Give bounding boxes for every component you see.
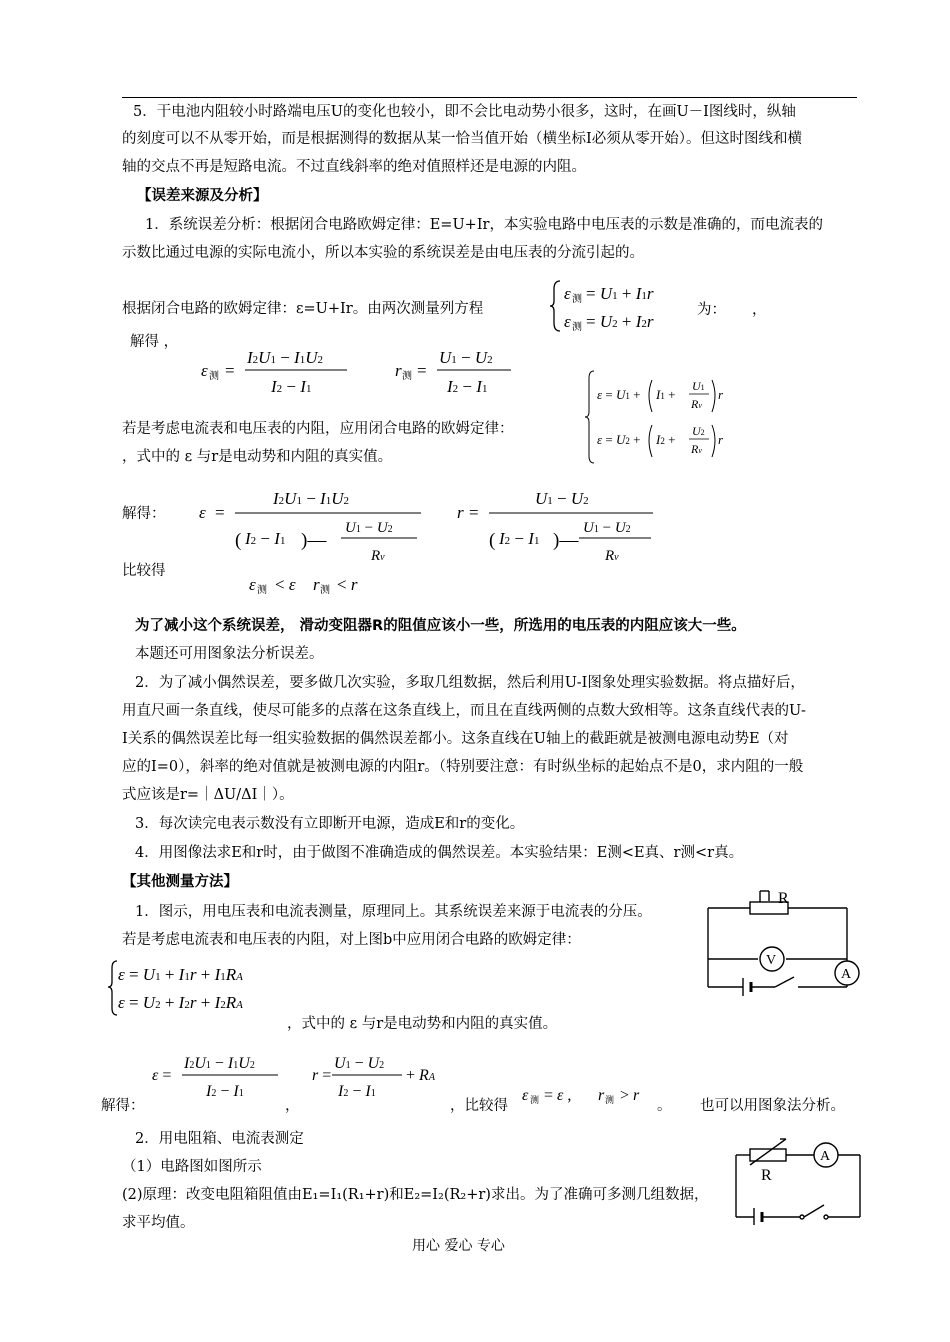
- svg-text:I2 − I1: I2 − I1: [338, 1083, 376, 1100]
- o2-2-line-2: 求平均值。: [122, 1215, 195, 1231]
- circuit1-r-label: R: [778, 890, 789, 907]
- svg-text:I2 − I1: I2 − I1: [447, 377, 488, 396]
- svg-text:I2 +: I2 +: [656, 432, 676, 447]
- svg-text:U1: U1: [692, 379, 705, 393]
- svg-text:测: 测: [209, 371, 219, 382]
- p-eq-comma: ，: [752, 302, 767, 318]
- svg-text:=: =: [225, 361, 235, 380]
- p5-line-1: 5．干电池内阻较小时路端电压U的变化也较小，即不会比电动势小很多，这时，在画U－I图线时，纵轴: [133, 104, 796, 120]
- svg-text:I2 − I1: I2 − I1: [271, 377, 312, 396]
- svg-text:< r: < r: [337, 575, 358, 594]
- equation-system-ammeter: [108, 958, 293, 1020]
- svg-text:Rv: Rv: [691, 442, 702, 456]
- svg-text:ε: ε: [564, 312, 571, 331]
- solution-measured: [195, 338, 525, 400]
- o1-line-2: 若是考虑电流表和电压表的内阻，对上图b中应用闭合电路的欧姆定律：: [122, 932, 581, 948]
- svg-text:U1 − U2: U1 − U2: [535, 489, 589, 508]
- p-compare: 比较得: [122, 563, 166, 579]
- p5-line-2: 的刻度可以不从零开始，而是根据测得的数据从某一恰当值开始（横坐标I必须从零开始）。但这时图线和横: [122, 131, 802, 147]
- p2-line-4: 应的I=0），斜率的绝对值就是被测电源的内阻r。（特别要注意：有时纵坐标的起始点不是0，求内阻的一般: [122, 759, 804, 775]
- svg-text:r: r: [598, 1087, 605, 1104]
- svg-text:r: r: [313, 575, 320, 594]
- svg-text:=: =: [469, 503, 479, 522]
- o1-true: ，式中的 ε 与r是电动势和内阻的真实值。: [287, 1016, 558, 1032]
- solution-true: [195, 480, 665, 572]
- svg-text:测: 测: [320, 585, 330, 596]
- p2-line-3: I关系的偶然误差比每一组实验数据的偶然误差都小。这条直线在U轴上的截距就是被测电源电动势E（对: [122, 731, 789, 747]
- svg-text:I2U1 − I1U2: I2U1 − I1U2: [184, 1055, 255, 1072]
- svg-text:ε: ε: [564, 284, 571, 303]
- p4: 4．用图像法求E和r时，由于做图不准确造成的偶然误差。本实验结果：E测<E真、r测<r真。: [135, 845, 744, 861]
- circuit2-r-label: R: [761, 1167, 772, 1184]
- svg-text:测: 测: [402, 371, 412, 382]
- svg-text:=: =: [417, 361, 427, 380]
- svg-text:)—: )—: [301, 530, 327, 551]
- svg-text:ε =: ε =: [152, 1067, 172, 1084]
- p-true: ，式中的 ε 与r是电动势和内阻的真实值。: [122, 449, 393, 465]
- svg-text:r: r: [457, 503, 464, 522]
- svg-text:+ RA: + RA: [406, 1067, 435, 1084]
- svg-text:> r: > r: [620, 1087, 640, 1104]
- svg-text:U1 − U2: U1 − U2: [345, 520, 393, 536]
- svg-text:= ε ,: = ε ,: [544, 1087, 572, 1104]
- svg-text:(: (: [235, 530, 242, 551]
- svg-text:I1 +: I1 +: [656, 387, 676, 402]
- svg-text:测: 测: [257, 585, 267, 596]
- circuit2-ammeter-label: A: [820, 1149, 831, 1164]
- p2-line-5: 式应该是r=｜ΔU/ΔI｜）。: [122, 787, 294, 803]
- svg-text:r =: r =: [312, 1067, 332, 1084]
- svg-text:ε = U2 +: ε = U2 +: [597, 432, 641, 447]
- heading-error-analysis: 【误差来源及分析】: [137, 188, 268, 204]
- svg-text:Rv: Rv: [605, 548, 619, 564]
- svg-text:I2U1 − I1U2: I2U1 − I1U2: [247, 348, 323, 367]
- o1-period: 。: [657, 1098, 672, 1114]
- p-sys-line-1: 1．系统误差分析：根据闭合电路欧姆定律：E=U+Ir，本实验电路中电压表的示数是准确的，而电流表的: [145, 217, 823, 233]
- o1-graph: 也可以用图象法分析。: [700, 1098, 845, 1114]
- svg-text:测: 测: [572, 294, 582, 305]
- svg-text:I2 − I1: I2 − I1: [245, 529, 286, 548]
- comparison-ammeter: [518, 1080, 658, 1110]
- o1-jiede: 解得：: [101, 1098, 145, 1114]
- svg-text:)—: )—: [553, 530, 579, 551]
- p-jiede-2: 解得：: [122, 506, 166, 522]
- p-consider: 若是考虑电流表和电压表的内阻，应用闭合电路的欧姆定律：: [122, 421, 514, 437]
- svg-text:U1 − U2: U1 − U2: [439, 348, 493, 367]
- p5-line-3: 轴的交点不再是短路电流。不过直线斜率的绝对值照样还是电源的内阻。: [122, 159, 586, 175]
- svg-text:测: 测: [530, 1095, 540, 1105]
- svg-text:测: 测: [572, 322, 582, 333]
- o2-1: （1）电路图如图所示: [122, 1159, 262, 1175]
- p2-line-2: 用直尺画一条直线，使尽可能多的点落在这条直线上，而且在直线两侧的点数大致相等。这条直线代表的U-: [122, 703, 806, 719]
- o1-comma: ，: [285, 1098, 300, 1114]
- svg-text:r: r: [718, 432, 724, 447]
- equation-system-measured: [550, 277, 690, 335]
- circuit1-voltmeter-label: V: [766, 953, 777, 968]
- svg-text:=: =: [215, 503, 225, 522]
- p-eq-wei: 为：: [697, 302, 726, 318]
- top-rule: [122, 97, 857, 98]
- svg-text:ε = U1 +: ε = U1 +: [597, 387, 641, 402]
- heading-other-methods: 【其他测量方法】: [122, 874, 238, 890]
- svg-text:Rv: Rv: [371, 548, 385, 564]
- svg-text:< ε: < ε: [275, 575, 296, 594]
- svg-text:(: (: [489, 530, 496, 551]
- p-eq-intro: 根据闭合电路的欧姆定律：ε=U+Ir。由两次测量列方程: [122, 301, 484, 317]
- page-footer: 用心 爱心 专心: [412, 1238, 505, 1254]
- svg-text:ε: ε: [199, 503, 206, 522]
- p3: 3．每次读完电表示数没有立即断开电源，造成E和r的变化。: [135, 816, 525, 832]
- svg-text:U1 − U2: U1 − U2: [334, 1055, 385, 1072]
- svg-text:ε: ε: [522, 1087, 529, 1104]
- svg-text:ε = U2 + I2r + I2RA: ε = U2 + I2r + I2RA: [118, 993, 243, 1012]
- svg-text:U2: U2: [692, 424, 705, 438]
- equation-system-true: [585, 368, 730, 466]
- svg-text:ε = U1 + I1r + I1RA: ε = U1 + I1r + I1RA: [118, 965, 243, 984]
- svg-text:I2 − I1: I2 − I1: [206, 1083, 244, 1100]
- p2-line-1: 2．为了减小偶然误差，要多做几次实验，多取几组数据，然后利用U-I图象处理实验数据。将点描好后，: [135, 675, 805, 691]
- svg-text:= U2 + I2r: = U2 + I2r: [586, 312, 654, 331]
- o2: 2．用电阻箱、电流表测定: [135, 1131, 304, 1147]
- comparison-measured: [245, 570, 375, 600]
- p-graph: 本题还可用图象法分析误差。: [135, 646, 324, 662]
- svg-text:测: 测: [605, 1095, 615, 1105]
- svg-text:ε: ε: [201, 361, 208, 380]
- o2-2-line-1: (2)原理：改变电阻箱阻值由E₁=I₁(R₁+r)和E₂=I₂(R₂+r)求出。为了准确可多测几组数据，: [122, 1187, 709, 1203]
- p-sys-line-2: 示数比通过电源的实际电流小，所以本实验的系统误差是由电压表的分流引起的。: [122, 245, 644, 261]
- svg-text:= U1 + I1r: = U1 + I1r: [586, 284, 654, 303]
- bold-conclusion: 为了减小这个系统误差， 滑动变阻器R的阻值应该小一些，所选用的电压表的内阻应该大一些。: [135, 618, 746, 634]
- svg-text:I2U1 − I1U2: I2U1 − I1U2: [273, 489, 349, 508]
- o1-compare: ，比较得: [450, 1098, 508, 1114]
- o1-line-1: 1．图示，用电压表和电流表测量，原理同上。其系统误差来源于电流表的分压。: [135, 904, 652, 920]
- svg-text:U1 − U2: U1 − U2: [583, 520, 631, 536]
- svg-text:r: r: [395, 361, 402, 380]
- svg-text:I2 − I1: I2 − I1: [499, 529, 540, 548]
- circuit-diagram-resistance-box: [728, 1133, 868, 1225]
- svg-text:ε: ε: [249, 575, 256, 594]
- p-jiede-1: 解得 ，: [130, 334, 179, 350]
- circuit1-ammeter-label: A: [841, 967, 852, 982]
- svg-text:r: r: [718, 387, 724, 402]
- circuit-diagram-voltmeter-ammeter: [700, 885, 865, 1010]
- svg-text:Rv: Rv: [691, 397, 702, 411]
